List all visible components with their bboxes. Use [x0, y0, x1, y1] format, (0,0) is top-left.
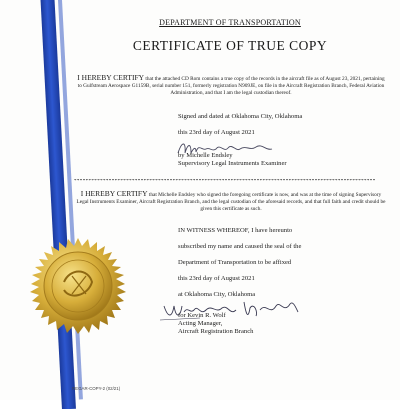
witness-role-1: Acting Manager, — [178, 320, 223, 327]
witness-line-1: IN WITNESS WHEREOF, I have hereunto — [178, 227, 293, 234]
signed-by-line: by Michelle Endsley — [178, 152, 233, 159]
gold-seal-icon — [28, 238, 128, 338]
witness-line-3: Department of Transportation to be affixed — [178, 259, 292, 266]
form-code: REGAR-COPY-2 (02/21) — [72, 386, 121, 391]
department-heading: DEPARTMENT OF TRANSPORTATION — [159, 18, 301, 27]
certification-paragraph-2 — [76, 190, 386, 213]
signed-date-line: this 23rd day of August 2021 — [178, 129, 255, 136]
certify-lead-2: I HEREBY CERTIFY — [80, 189, 148, 198]
witness-role-2: Aircraft Registration Branch — [178, 328, 254, 335]
witness-line-4: this 23rd day of August 2021 — [178, 275, 255, 282]
witness-line-5: at Oklahoma City, Oklahoma — [178, 291, 256, 298]
for-line: for Kevin R. Wolf — [178, 312, 226, 319]
signer-role: Supervisory Legal Instruments Examiner — [178, 160, 287, 167]
certificate-title: CERTIFICATE OF TRUE COPY — [132, 38, 328, 53]
certify-text-1: that the attached CD Rom contains a true copy of the records in the aircraft file as of August 23, 2021, pertaining to Gulfstream Aerospace G1159B, serial number 151, formerly registration N909JE, on file in the Aircraft Registration Branch, Federal Aviation Administration, and that I am the legal custodian thereof. — [77, 76, 385, 96]
signed-line: Signed and dated at Oklahoma City, Oklahoma — [178, 113, 303, 120]
certification-paragraph-1 — [76, 74, 386, 97]
certify-text-2: that Michelle Endsley who signed the foregoing certificate is now, and was at the time of signing Supervisory Legal Instruments Examiner, Aircraft Registration Branch, and the legal custodian of the aforesaid records, and that full faith and credit should be given this certificate as such. — [76, 192, 386, 212]
certify-lead-1: I HEREBY CERTIFY — [77, 73, 145, 82]
witness-line-2: subscribed my name and caused the seal of the — [178, 243, 302, 250]
separator-stars: ******************************************************************************************************** — [74, 179, 376, 184]
